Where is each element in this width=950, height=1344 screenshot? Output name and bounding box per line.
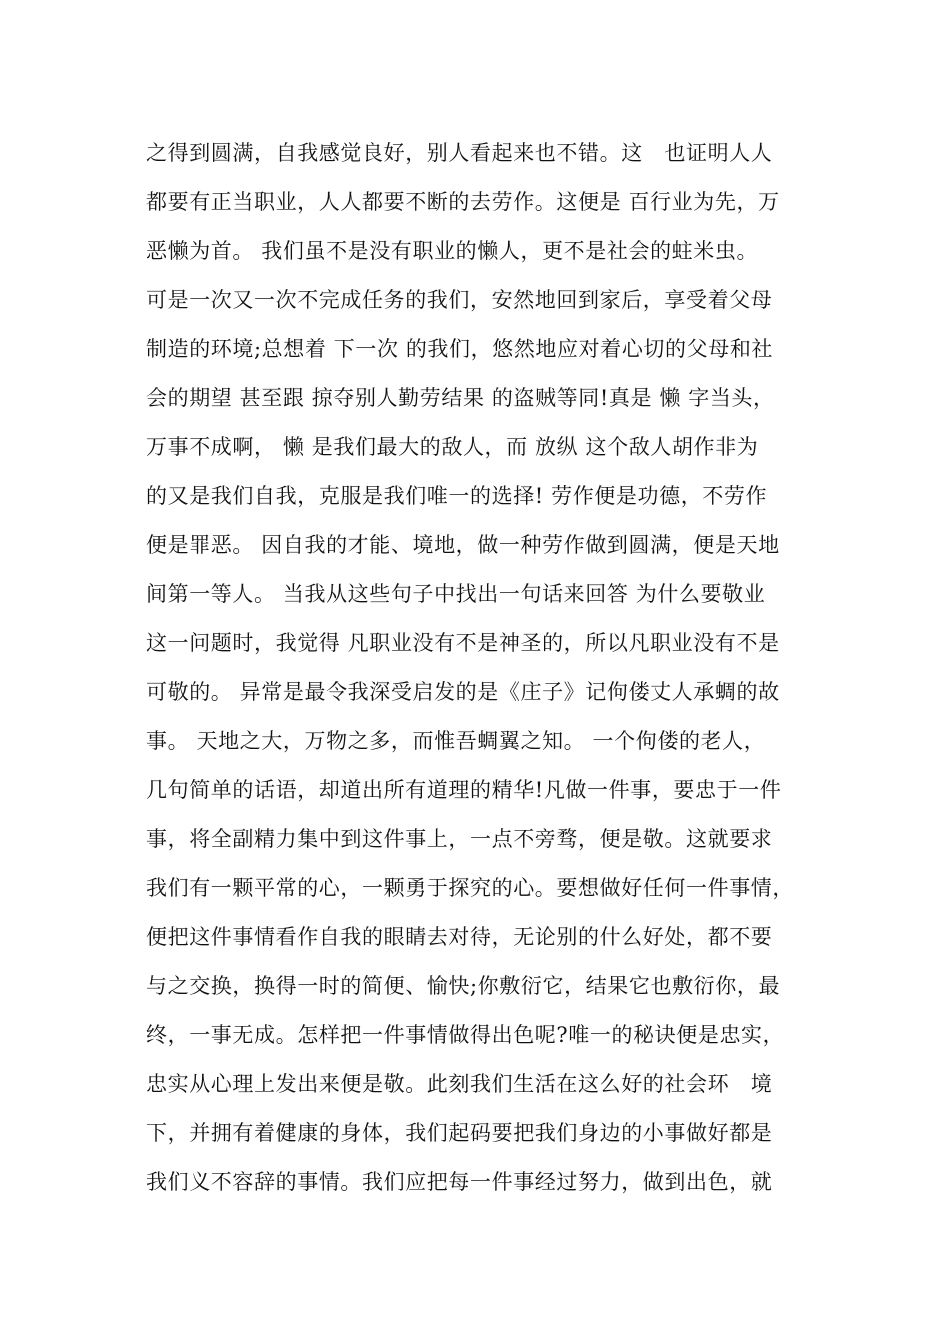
text-line: 我们义不容辞的事情。我们应把每一件事经过努力，做到出色，就 [146,1170,773,1194]
text-line: 几句简单的话语，却道出所有道理的精华!凡做一件事，要忠于一件 [146,778,782,802]
text-line: 忠实从心理上发出来便是敬。此刻我们生活在这么好的社会环 境 [146,1072,773,1096]
text-line: 便把这件事情看作自我的眼睛去对待，无论别的什么好处，都不要 [146,925,773,949]
text-line: 可是一次又一次不完成任务的我们，安然地回到家后，享受着父母 [146,288,773,312]
text-line: 终，一事无成。怎样把一件事情做得出色呢?唯一的秘诀便是忠实， [146,1023,785,1047]
text-line: 事，将全副精力集中到这件事上，一点不旁骛，便是敬。这就要求 [146,827,773,851]
text-line: 与之交换，换得一时的简便、愉快;你敷衍它，结果它也敷衍你，最 [146,974,781,998]
text-line: 万事不成啊， 懒 是我们最大的敌人，而 放纵 这个敌人胡作非为 [146,435,759,459]
text-line: 便是罪恶。 因自我的才能、境地，做一种劳作做到圆满，便是天地 [146,533,780,557]
text-line: 之得到圆满，自我感觉良好，别人看起来也不错。这 也证明人人 [146,141,773,165]
text-line: 制造的环境;总想着 下一次 的我们，悠然地应对着心切的父母和社 [146,337,774,361]
text-line: 可敬的。 异常是最令我深受启发的是《庄子》记佝偻丈人承蜩的故 [146,680,780,704]
text-line: 间第一等人。 当我从这些句子中找出一句话来回答 为什么要敬业 [146,582,766,606]
text-line: 的又是我们自我，克服是我们唯一的选择! 劳作便是功德，不劳作 [146,484,768,508]
text-line: 事。 天地之大，万物之多，而惟吾蜩翼之知。 一个佝偻的老人， [146,729,766,753]
text-line: 会的期望 甚至跟 掠夺别人勤劳结果 的盗贼等同!真是 懒 字当头， [146,386,775,410]
text-line: 恶懒为首。 我们虽不是没有职业的懒人，更不是社会的蛀米虫。 [146,239,759,263]
text-line: 下，并拥有着健康的身体，我们起码要把我们身边的小事做好都是 [146,1121,773,1145]
text-line: 我们有一颗平常的心，一颗勇于探究的心。要想做好任何一件事情， [146,876,794,900]
text-line: 这一问题时，我觉得 凡职业没有不是神圣的，所以凡职业没有不是 [146,631,780,655]
body-text [146,129,836,1207]
text-line: 都要有正当职业，人人都要不断的去劳作。这便是 百行业为先，万 [146,190,780,214]
